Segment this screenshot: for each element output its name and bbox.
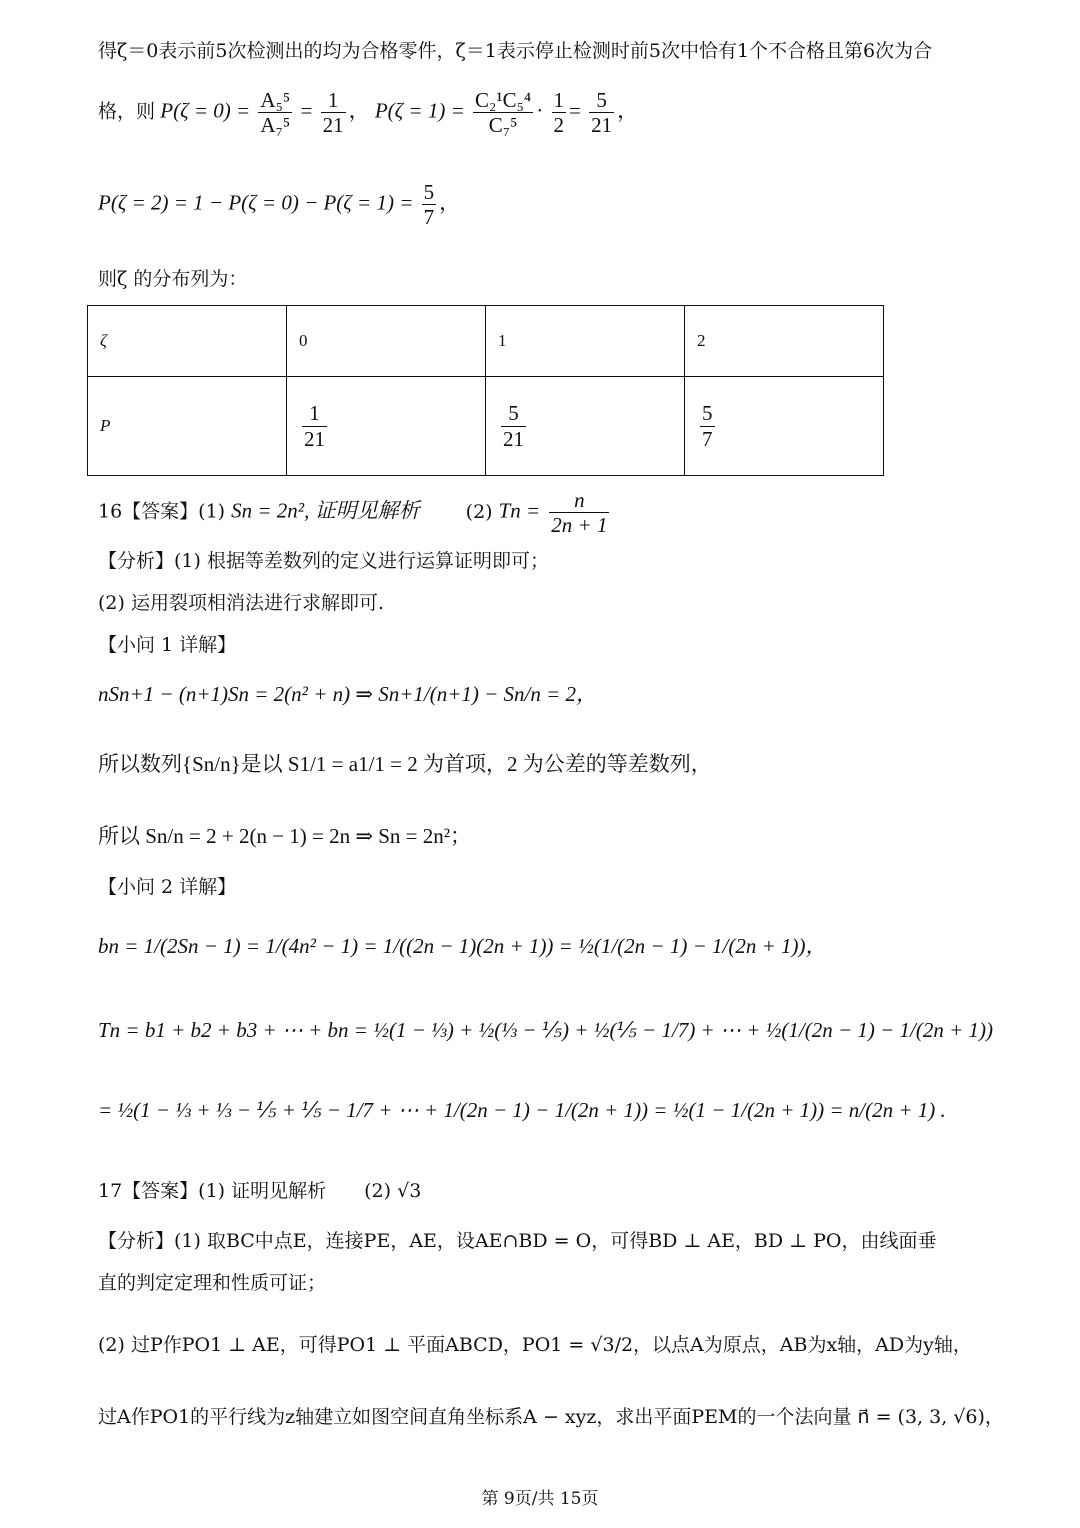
q16-equation-5: Tn = b1 + b2 + b3 + ⋯ + bn = ½(1 − ⅓) + ½(⅓ − ⅕) + ½(⅕ − 1/7) + ⋯ + ½(1/(2n − 1) − 1/(2n + 1))	[98, 1018, 994, 1042]
answer-label: 16【答案】(1)	[98, 500, 226, 523]
table-cell: ζ	[88, 306, 287, 377]
table-cell: 0	[287, 306, 486, 377]
answer-1: Sn = 2n², 证明见解析	[231, 498, 420, 523]
text-prefix: 格，则	[98, 100, 156, 123]
formula-p2: P(ζ = 2) = 1 − P(ζ = 0) − P(ζ = 1) =	[98, 190, 414, 215]
formula-line-2: 格，则 P(ζ = 0) = $\frac{\text{A₅⁵}}{\text{A₇⁵}}$ = $\frac{1}{21}$ ， P(ζ = 1) = $\frac{\text{C₂¹C₅⁴}}{\text{C₇⁵}}$ · $\frac{1}{2}$ = $\frac{5}{21}$ ，	[98, 88, 639, 138]
fraction-a5-a7: $\frac{\text{A₅⁵}}{\text{A₇⁵}}$	[260, 88, 291, 138]
q16-equation-2: 所以数列{Sn/n}是以 S1/1 = a1/1 = 2 为首项，2 为公差的等差数列，	[98, 752, 712, 776]
table-cell: 1	[486, 306, 685, 377]
q17-analysis-3: (2) 过P作PO1 ⊥ AE，可得PO1 ⊥ 平面ABCD，PO1 = √3/2，以点A为原点，AB为x轴，AD为y轴，	[98, 1334, 972, 1356]
q16-analysis-1: 【分析】(1) 根据等差数列的定义进行运算证明即可；	[98, 550, 549, 572]
answer-2-lhs: Tn =	[498, 498, 541, 523]
fraction-1-21: $\frac{1}{21}$	[322, 88, 344, 138]
q17-analysis-1: 【分析】(1) 取BC中点E，连接PE，AE，设AE∩BD = O，可得BD ⊥ AE，BD ⊥ PO，由线面垂	[98, 1230, 937, 1252]
formula-line-3: P(ζ = 2) = 1 − P(ζ = 0) − P(ζ = 1) = $\frac{5}{7}$ ，	[98, 180, 461, 230]
text-line-4: 则ζ 的分布列为：	[98, 268, 248, 290]
text-line-1: 得ζ＝0表示前5次检测出的均为合格零件，ζ＝1表示停止检测时前5次中恰有1个不合格且第6次为合	[98, 40, 933, 62]
table-cell: $\frac{5}{21}$	[486, 377, 685, 476]
answer-2-label: (2)	[465, 500, 493, 523]
q17-analysis-2: 直的判定定理和性质可证；	[98, 1272, 327, 1294]
table-cell: $\frac{1}{21}$	[287, 377, 486, 476]
formula-p0: P(ζ = 0) =	[160, 98, 251, 123]
q17-answer: 17【答案】(1) 证明见解析 (2) √3	[98, 1180, 422, 1202]
fraction-5-7: $\frac{5}{7}$	[423, 180, 435, 230]
formula-p1: P(ζ = 1) =	[374, 98, 465, 123]
q16-answer	[98, 488, 612, 537]
page-footer: 第 9页/共 15页	[481, 1489, 599, 1509]
q16-equation-1: nSn+1 − (n+1)Sn = 2(n² + n) ⇒ Sn+1/(n+1) − Sn/n = 2，	[98, 682, 598, 706]
table-cell: $\frac{5}{7}$	[685, 377, 884, 476]
q16-subtitle-1: 【小问 1 详解】	[98, 634, 237, 656]
table-cell: 2	[685, 306, 884, 377]
table-row-prob	[88, 377, 884, 476]
q17-analysis-4: 过A作PO1的平行线为z轴建立如图空间直角坐标系A − xyz，求出平面PEM的一个法向量 n⃗ = (3, 3, √6)，	[98, 1406, 1004, 1428]
distribution-table	[87, 305, 884, 476]
table-row-header	[88, 306, 884, 377]
q16-analysis-2: (2) 运用裂项相消法进行求解即可.	[98, 592, 384, 614]
q16-subtitle-2: 【小问 2 详解】	[98, 876, 237, 898]
table-cell: P	[88, 377, 287, 476]
q16-equation-6: = ½(1 − ⅓ + ⅓ − ⅕ + ⅕ − 1/7 + ⋯ + 1/(2n − 1) − 1/(2n + 1)) = ½(1 − 1/(2n + 1)) = n/(2n + 1) .	[98, 1098, 946, 1122]
fraction-n-2n1: $\frac{n}{2n + 1}$	[551, 488, 608, 538]
equals-sign: =	[300, 98, 313, 123]
q16-equation-4: bn = 1/(2Sn − 1) = 1/(4n² − 1) = 1/((2n − 1)(2n + 1)) = ½(1/(2n − 1) − 1/(2n + 1))，	[98, 934, 827, 958]
fraction-half: $\frac{1}{2}$	[553, 88, 565, 138]
fraction-c-c-c: $\frac{\text{C₂¹C₅⁴}}{\text{C₇⁵}}$	[474, 88, 532, 138]
q16-equation-3: 所以 Sn/n = 2 + 2(n − 1) = 2n ⇒ Sn = 2n²；	[98, 824, 472, 848]
fraction-5-21: $\frac{5}{21}$	[591, 88, 613, 138]
